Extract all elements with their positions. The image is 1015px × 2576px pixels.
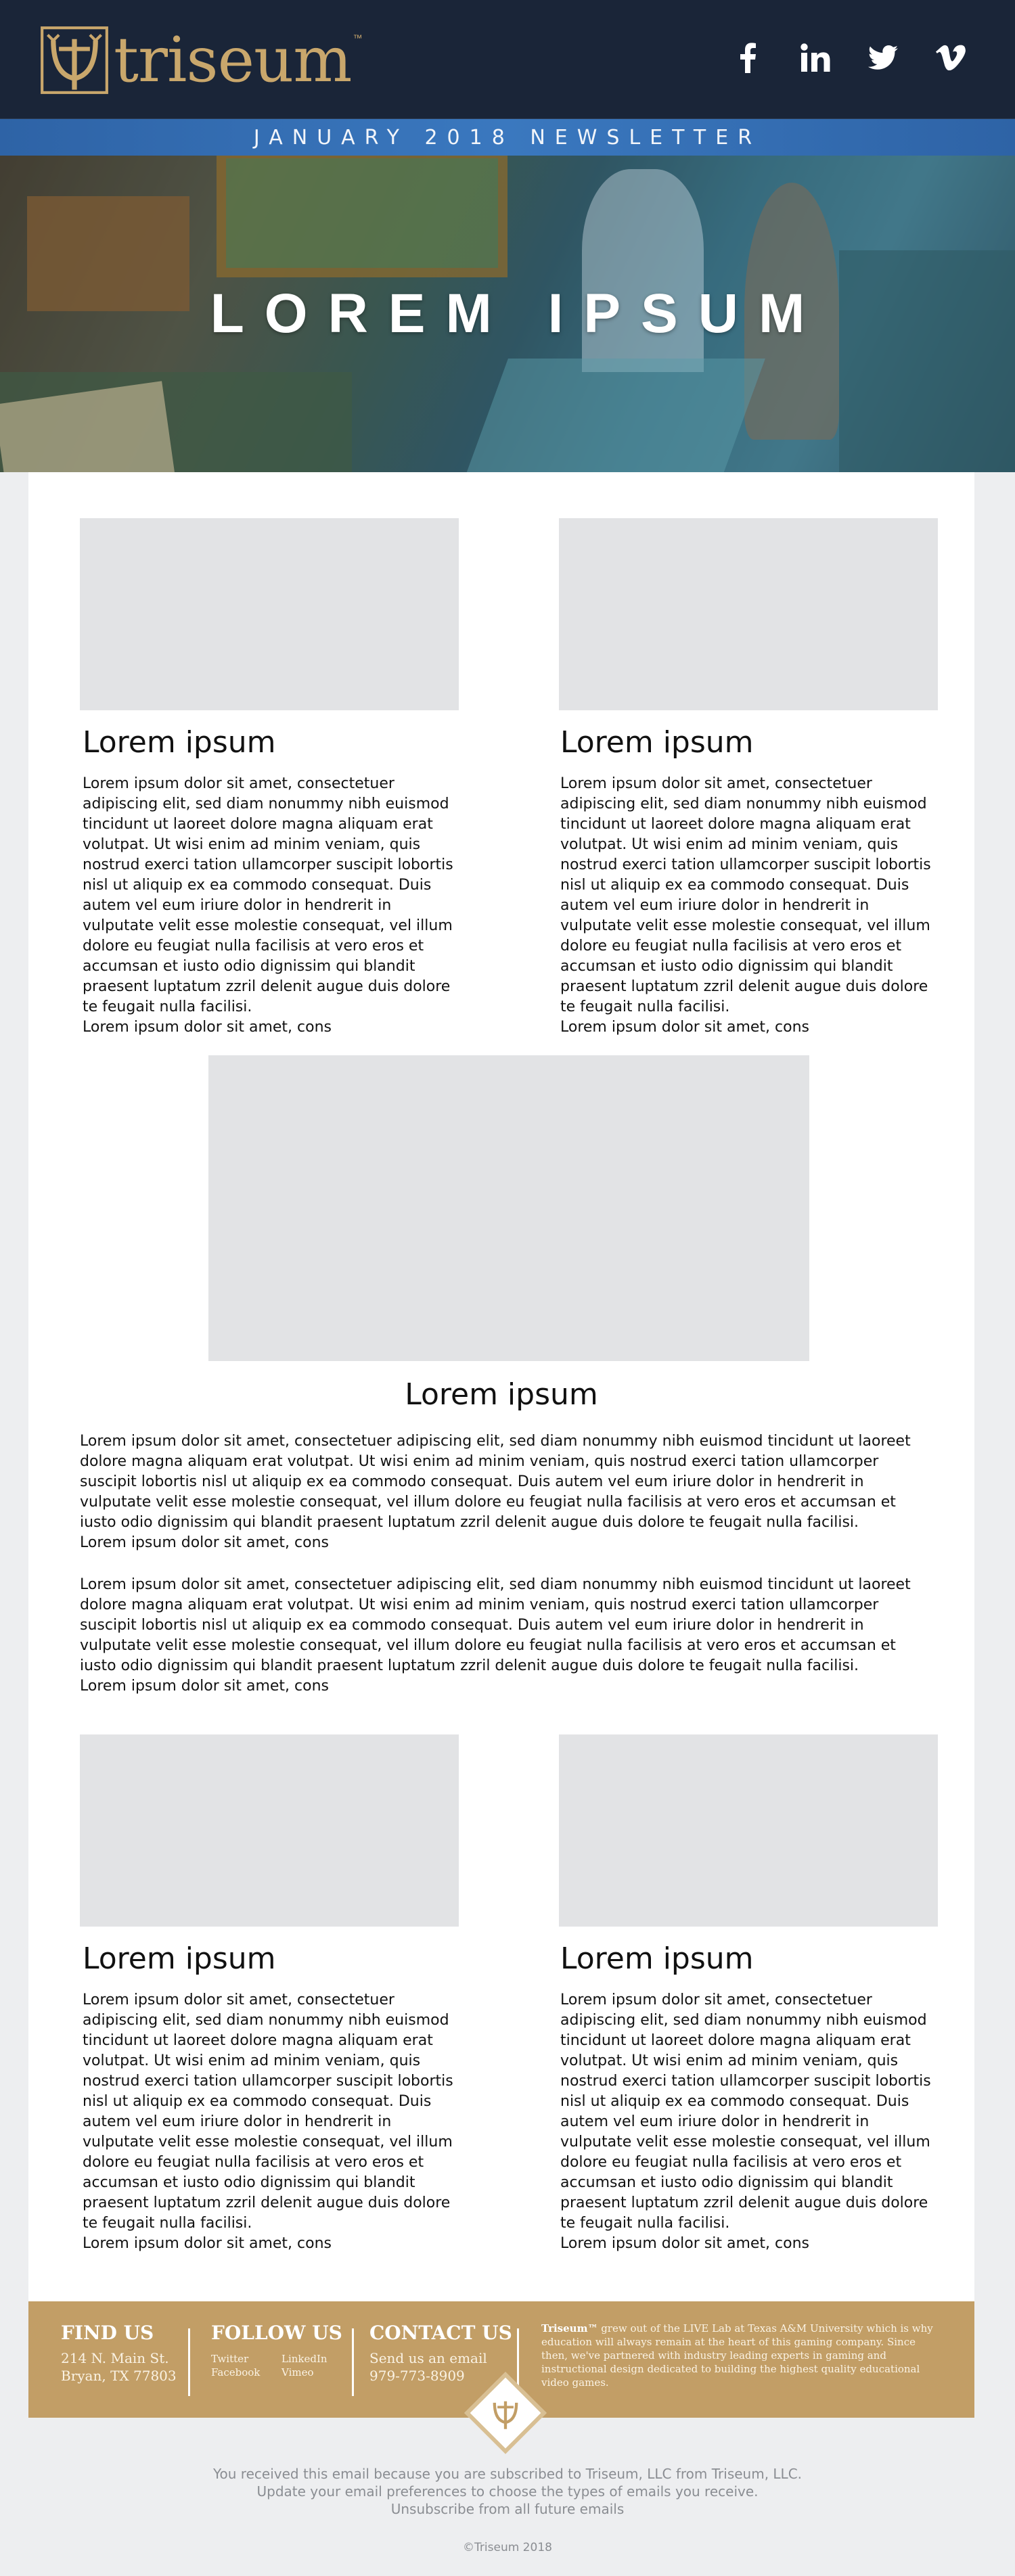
about-triseum (541, 2322, 941, 2389)
follow-links (211, 2352, 342, 2379)
feature-title: Lorem ipsum (405, 1377, 598, 1412)
twitter-link[interactable]: Twitter (211, 2353, 249, 2365)
address-line-1: 214 N. Main St. (61, 2350, 169, 2366)
newsletter-banner (0, 119, 1015, 156)
card-paragraph: Lorem ipsum dolor sit amet, consectetuer adipiscing elit, sed diam nonummy nibh euismod tincidunt ut laoreet dolore magna aliquam erat volutpat. Ut wisi enim ad minim veniam, quis nostrud exerci tation ullamcorper suscipit lobortis nisl ut aliquip ex ea commodo consequat. Duis autem vel eum iriure dolor in hendrerit in vulputate velit esse molestie consequat, vel illum dolore eu feugiat nulla facilisis at vero eros et accumsan et iusto odio dignissim qui blandit praesent luptatum zzril delenit augue duis dolore te feugait nulla facilisi. (560, 775, 931, 1015)
card-tail: Lorem ipsum dolor sit amet, cons (560, 2235, 810, 2252)
facebook-link[interactable]: Facebook (211, 2366, 261, 2378)
card-body (560, 774, 939, 1038)
triseum-emblem-icon (487, 2395, 524, 2431)
social-links (732, 42, 966, 73)
card-title: Lorem ipsum (83, 725, 276, 760)
card-body (83, 1990, 461, 2254)
footer-divider (352, 2328, 354, 2396)
footer-divider (188, 2328, 190, 2396)
card-tail: Lorem ipsum dolor sit amet, cons (83, 2235, 332, 2252)
card-paragraph: Lorem ipsum dolor sit amet, consectetuer adipiscing elit, sed diam nonummy nibh euismod tincidunt ut laoreet dolore magna aliquam erat volutpat. Ut wisi enim ad minim veniam, quis nostrud exerci tation ullamcorper suscipit lobortis nisl ut aliquip ex ea commodo consequat. Duis autem vel eum iriure dolor in hendrerit in vulputate velit esse molestie consequat, vel illum dolore eu feugiat nulla facilisis at vero eros et accumsan et iusto odio dignissim qui blandit praesent luptatum zzril delenit augue duis dolore te feugait nulla facilisi. (83, 1992, 453, 2232)
phone-number: 979-773-8909 (369, 2368, 465, 2384)
trademark-symbol: ™ (353, 32, 363, 43)
email-link[interactable]: Send us an email (369, 2350, 487, 2366)
triseum-logo-mark-icon (39, 25, 110, 95)
hero-banner (0, 156, 1015, 472)
image-placeholder (559, 1734, 938, 1927)
image-placeholder (559, 518, 938, 710)
find-us-heading: FIND US (61, 2322, 154, 2344)
feature-paragraph-tail: Lorem ipsum dolor sit amet, cons (80, 1678, 330, 1695)
card-title: Lorem ipsum (83, 1941, 276, 1976)
about-brand: Triseum™ (541, 2322, 598, 2334)
card-title: Lorem ipsum (560, 1941, 754, 1976)
footer-emblem (483, 2391, 528, 2435)
card-paragraph: Lorem ipsum dolor sit amet, consectetuer adipiscing elit, sed diam nonummy nibh euismod tincidunt ut laoreet dolore magna aliquam erat volutpat. Ut wisi enim ad minim veniam, quis nostrud exerci tation ullamcorper suscipit lobortis nisl ut aliquip ex ea commodo consequat. Duis autem vel eum iriure dolor in hendrerit in vulputate velit esse molestie consequat, vel illum dolore eu feugiat nulla facilisis at vero eros et accumsan et iusto odio dignissim qui blandit praesent luptatum zzril delenit augue duis dolore te feugait nulla facilisi. (560, 1992, 931, 2232)
card-paragraph: Lorem ipsum dolor sit amet, consectetuer adipiscing elit, sed diam nonummy nibh euismod tincidunt ut laoreet dolore magna aliquam erat volutpat. Ut wisi enim ad minim veniam, quis nostrud exerci tation ullamcorper suscipit lobortis nisl ut aliquip ex ea commodo consequat. Duis autem vel eum iriure dolor in hendrerit in vulputate velit esse molestie consequat, vel illum dolore eu feugiat nulla facilisis at vero eros et accumsan et iusto odio dignissim qui blandit praesent luptatum zzril delenit augue duis dolore te feugait nulla facilisi. (83, 775, 453, 1015)
address-line-2: Bryan, TX 77803 (61, 2368, 177, 2384)
vimeo-link[interactable]: Vimeo (281, 2366, 314, 2378)
follow-us-heading: FOLLOW US (211, 2322, 342, 2344)
linkedin-icon[interactable] (800, 42, 831, 73)
twitter-icon[interactable] (867, 42, 899, 73)
feature-paragraph (80, 1431, 926, 1553)
image-placeholder (80, 518, 459, 710)
footer-contact-us (369, 2322, 512, 2385)
feature-paragraph-body: Lorem ipsum dolor sit amet, consectetuer adipiscing elit, sed diam nonummy nibh euismod tincidunt ut laoreet dolore magna aliquam erat volutpat. Ut wisi enim ad minim veniam, quis nostrud exerci tation ullamcorper suscipit lobortis nisl ut aliquip ex ea commodo consequat. Duis autem vel eum iriure dolor in hendrerit in vulputate velit esse molestie consequat, vel illum dolore eu feugiat nulla facilisis at vero eros et accumsan et iusto odio dignissim qui blandit praesent luptatum zzril delenit augue duis dolore te feugait nulla facilisi. (80, 1433, 911, 1531)
triseum-logo[interactable] (39, 23, 363, 97)
copyright: ©Triseum 2018 (463, 2541, 552, 2554)
newsletter-content (28, 472, 974, 2301)
facebook-icon[interactable] (732, 42, 763, 73)
newsletter-title: JANUARY 2018 NEWSLETTER (253, 125, 762, 150)
subscription-notice: You received this email because you are subscribed to Triseum, LLC from Triseum, LLC. (212, 2466, 803, 2482)
about-text: grew out of the LIVE Lab at Texas A&M University which is why education will always remain at the heart of this gaming company. Since then, we've partnered with industry leading experts in gaming and instructional design dedicated to building the highest quality educational video games. (541, 2322, 933, 2389)
contact-us-heading: CONTACT US (369, 2322, 512, 2344)
vimeo-icon[interactable] (935, 42, 966, 73)
update-preferences-link[interactable]: Update your email preferences to choose the types of emails you receive. (256, 2483, 759, 2500)
hero-title: LOREM IPSUM (210, 283, 826, 344)
card-tail: Lorem ipsum dolor sit amet, cons (83, 1019, 332, 1036)
email-header (0, 0, 1015, 119)
feature-paragraph-tail: Lorem ipsum dolor sit amet, cons (80, 1534, 330, 1551)
image-placeholder (80, 1734, 459, 1927)
feature-paragraph (80, 1575, 926, 1697)
legal-notice (0, 2465, 1015, 2518)
card-body (560, 1990, 939, 2254)
card-tail: Lorem ipsum dolor sit amet, cons (560, 1019, 810, 1036)
brand-name: triseum (114, 24, 352, 96)
feature-paragraph-body: Lorem ipsum dolor sit amet, consectetuer adipiscing elit, sed diam nonummy nibh euismod tincidunt ut laoreet dolore magna aliquam erat volutpat. Ut wisi enim ad minim veniam, quis nostrud exerci tation ullamcorper suscipit lobortis nisl ut aliquip ex ea commodo consequat. Duis autem vel eum iriure dolor in hendrerit in vulputate velit esse molestie consequat, vel illum dolore eu feugiat nulla facilisis at vero eros et accumsan et iusto odio dignissim qui blandit praesent luptatum zzril delenit augue duis dolore te feugait nulla facilisi. (80, 1576, 911, 1674)
footer-follow-us (211, 2322, 342, 2379)
footer-find-us (61, 2322, 177, 2385)
feature-image-placeholder (208, 1055, 809, 1361)
linkedin-link[interactable]: LinkedIn (281, 2353, 328, 2365)
card-title: Lorem ipsum (560, 725, 754, 760)
card-body (83, 774, 461, 1038)
unsubscribe-link[interactable]: Unsubscribe from all future emails (390, 2501, 625, 2517)
